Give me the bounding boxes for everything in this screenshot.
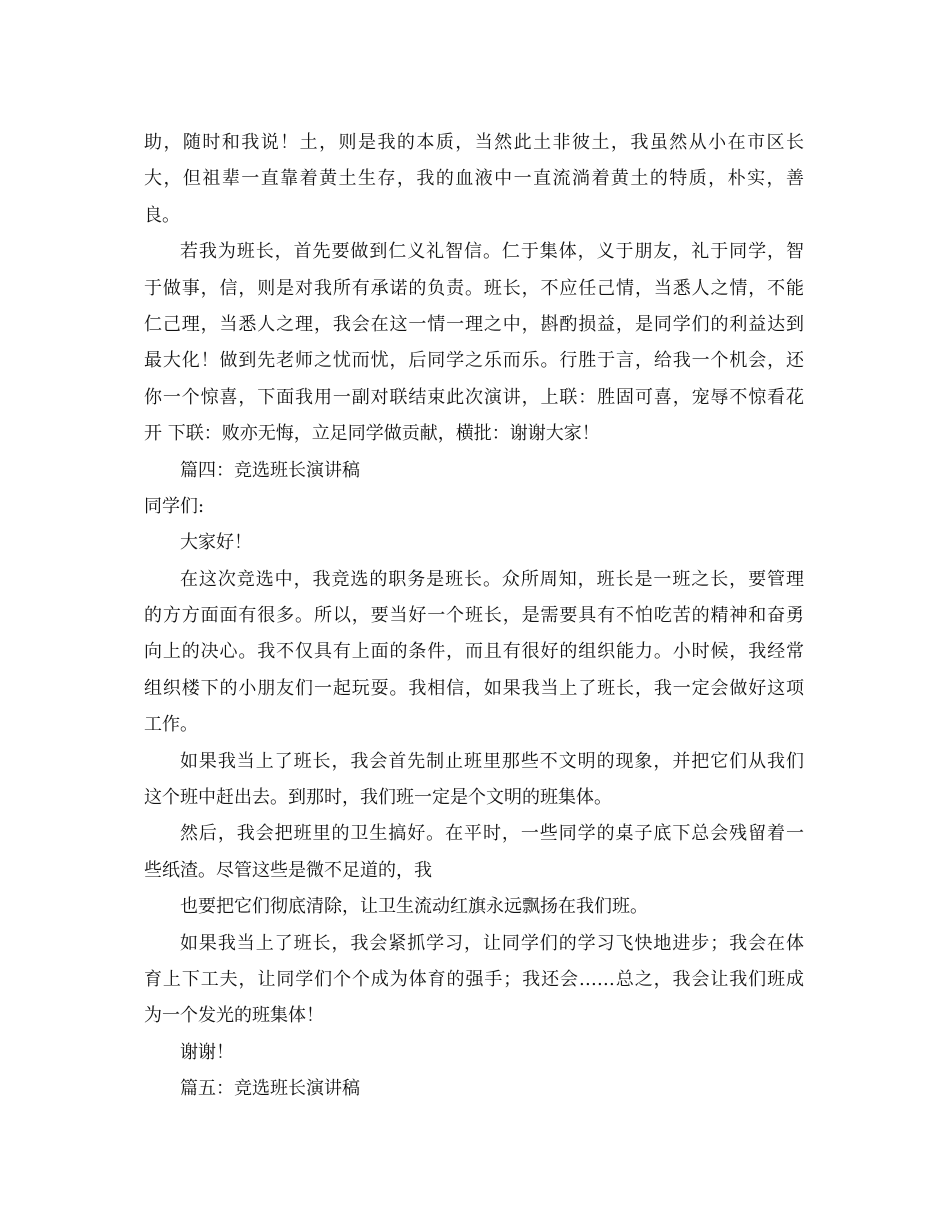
text-line: 如果我当上了班长，我会首先制止班里那些不文明的现象，并把它们从我们 (180, 750, 804, 772)
text-line: 也要把它们彻底清除，让卫生流动红旗永远飘扬在我们班。 (180, 896, 648, 918)
section-heading: 篇五：竞选班长演讲稿 (180, 1078, 360, 1100)
text-line: 为一个发光的班集体！ (144, 1005, 324, 1027)
text-line: 开 下联：败亦无悔，立足同学做贡献，横批：谢谢大家！ (144, 423, 600, 445)
text-line: 良。 (144, 204, 180, 226)
text-line: 大，但祖辈一直靠着黄土生存，我的血液中一直流淌着黄土的特质，朴实，善 (144, 168, 804, 190)
text-line: 向上的决心。我不仅具有上面的条件，而且有很好的组织能力。小时候，我经常 (144, 641, 804, 663)
text-line: 工作。 (144, 714, 198, 736)
text-line: 于做事，信，则是对我所有承诺的负责。班长，不应任己情，当悉人之情，不能 (144, 277, 804, 299)
text-line: 如果我当上了班长，我会紧抓学习，让同学们的学习飞快地进步；我会在体 (180, 932, 804, 954)
text-line: 育上下工夫，让同学们个个成为体育的强手；我还会……总之，我会让我们班成 (144, 968, 804, 990)
text-line: 仁己理，当悉人之理，我会在这一情一理之中，斟酌损益，是同学们的利益达到 (144, 313, 804, 335)
section-heading: 篇四：竞选班长演讲稿 (180, 459, 360, 481)
closing-thanks: 谢谢！ (180, 1041, 234, 1063)
text-line: 些纸渣。尽管这些是微不足道的，我 (144, 859, 432, 881)
document-body (144, 125, 804, 1108)
text-line: 在这次竞选中，我竞选的职务是班长。众所周知，班长是一班之长，要管理 (180, 568, 804, 590)
text-line: 这个班中赶出去。到那时，我们班一定是个文明的班集体。 (144, 787, 612, 809)
text-line: 的方方面面有很多。所以，要当好一个班长，是需要具有不怕吃苦的精神和奋勇 (144, 605, 804, 627)
salutation: 同学们: (144, 495, 205, 517)
text-line: 你一个惊喜，下面我用一副对联结束此次演讲，上联：胜固可喜，宠辱不惊看花 (144, 386, 804, 408)
text-line: 然后，我会把班里的卫生搞好。在平时，一些同学的桌子底下总会残留着一 (180, 823, 804, 845)
text-line: 组织楼下的小朋友们一起玩耍。我相信，如果我当上了班长，我一定会做好这项 (144, 677, 804, 699)
text-line: 助，随时和我说！土，则是我的本质，当然此土非彼土，我虽然从小在市区长 (144, 132, 804, 153)
text-line: 若我为班长，首先要做到仁义礼智信。仁于集体，义于朋友，礼于同学，智 (180, 241, 804, 263)
text-line: 最大化！做到先老师之忧而忧，后同学之乐而乐。行胜于言，给我一个机会，还 (144, 350, 804, 372)
greeting: 大家好！ (180, 532, 252, 554)
